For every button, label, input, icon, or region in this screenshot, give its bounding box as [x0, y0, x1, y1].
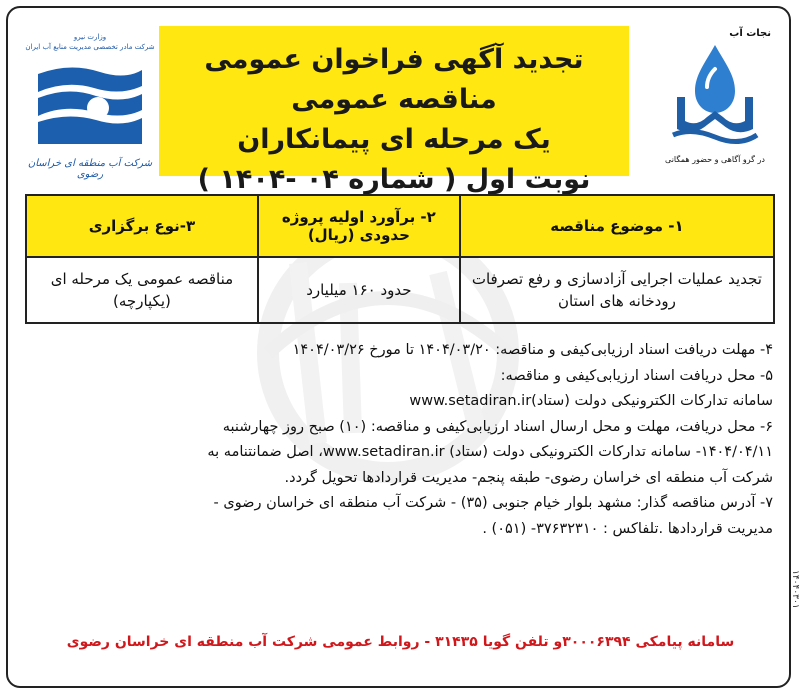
- water-company-logo: [20, 32, 160, 182]
- clause-5-title: ۵- محل دریافت اسناد ارزیابی‌کیفی و مناقصه:: [500, 367, 773, 384]
- logo-caption-top: نجات آب: [729, 28, 771, 39]
- title-line-1: تجدید آگهی فراخوان عمومی مناقصه عمومی: [204, 44, 584, 115]
- company-caption: شرکت آب منطقه ای خراسان رضوی: [27, 158, 153, 180]
- water-drop-hands-icon: [667, 39, 763, 149]
- footer-contact: سامانه پیامکی ۳۰۰۰۶۳۹۴و تلفن گویا ۳۱۴۳۵ - روابط عمومی شرکت آب منطقه ای خراسان رضوی: [66, 634, 735, 650]
- clause-6-line-1: ۶- محل دریافت، مهلت و محل ارسال اسناد ارزیابی‌کیفی و مناقصه: (۱۰) صبح روز چهارشنبه: [222, 418, 773, 435]
- header-type: ۳-نوع برگزاری: [26, 195, 258, 257]
- clause-7-line-1: ۷- آدرس مناقصه گذار: مشهد بلوار خیام جنوبی (۳۵) - شرکت آب منطقه ای خراسان رضوی -: [213, 495, 773, 511]
- title-line-3: نوبت اول ( شماره ۰۴ -۱۴۰۴ ): [197, 164, 591, 195]
- clause-5-text: سامانه تدارکات الکترونیکی دولت (ستاد): [531, 393, 773, 409]
- setad-link[interactable]: www.setadiran.ir: [409, 393, 532, 409]
- clause-4: ۴- مهلت دریافت اسناد ارزیابی‌کیفی و مناقصه: ۱۴۰۴/۰۳/۲۰ تا مورخ ۱۴۰۴/۰۳/۲۶: [292, 342, 773, 358]
- cell-subject: تجدید عملیات اجرایی آزادسازی و رفع تصرفات رودخانه های استان: [460, 257, 774, 323]
- clause-6-line-2: [28, 440, 773, 466]
- water-saving-logo: [655, 28, 775, 188]
- clause-6-guarantee: ، اصل ضمانتنامه به: [207, 444, 323, 460]
- water-company-logo-icon: [30, 52, 150, 152]
- cell-estimate: حدود ۱۶۰ میلیارد: [258, 257, 460, 323]
- clauses: [28, 338, 773, 542]
- advertisement-frame: [6, 6, 791, 688]
- parent-company-caption: شرکت مادر تخصصی مدیریت منابع آب ایران: [25, 43, 155, 51]
- header-subject: ۱- موضوع مناقصه: [460, 195, 774, 257]
- table-row: [26, 257, 774, 323]
- tender-table: [25, 194, 775, 324]
- clause-6-line-3: شرکت آب منطقه ای خراسان رضوی- طبقه پنجم- مدیریت قراردادها تحویل گردد.: [284, 469, 773, 486]
- header-estimate: ۲- برآورد اولیه پروژه حدودی (ریال): [258, 195, 460, 257]
- clause-5-body: [28, 389, 773, 415]
- table-header-row: [26, 195, 774, 257]
- side-code: [788, 570, 802, 690]
- clause-7-line-2: مدیریت قراردادها .تلفاکس : ۳۷۶۳۲۳۱۰- (۰۵۱) .: [482, 520, 773, 537]
- ministry-caption: وزارت نیرو: [73, 33, 107, 41]
- cell-type: مناقصه عمومی یک مرحله ای (یکپارچه): [26, 257, 258, 323]
- header: [8, 18, 789, 195]
- side-code-text: ۱۴۰۴۰۳۰۱: [790, 570, 800, 609]
- title-line-2: یک مرحله ای پیمانکاران: [237, 124, 551, 155]
- clause-6-text: ۱۴۰۴/۰۴/۱۱- سامانه تدارکات الکترونیکی دولت (ستاد): [449, 444, 773, 460]
- title-box: [159, 26, 629, 195]
- logo-caption-bottom: در گرو آگاهی و حضور همگانی: [665, 155, 765, 164]
- setad-link-2[interactable]: www.setadiran.ir: [322, 444, 445, 460]
